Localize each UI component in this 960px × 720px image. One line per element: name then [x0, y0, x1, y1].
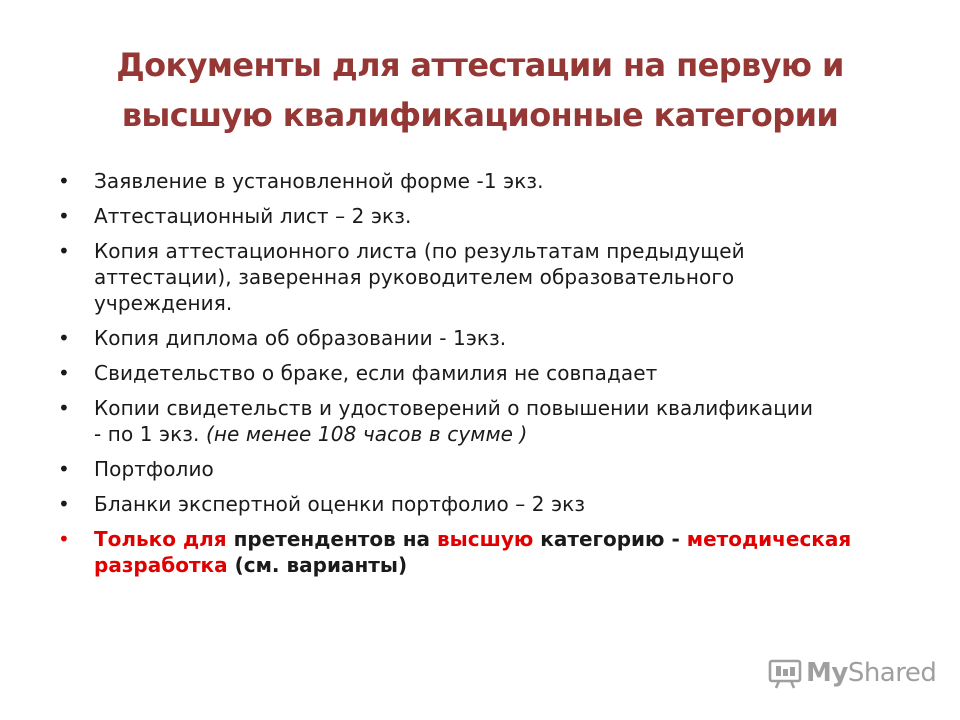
myshared-watermark — [768, 655, 936, 691]
bullet-icon: • — [58, 239, 70, 263]
highlight-line-2 — [94, 552, 938, 578]
title-line-2: высшую квалификационные категории — [121, 96, 839, 134]
item-text: Заявление в установленной форме -1 экз. — [94, 169, 544, 193]
item-note-italic: (не менее 108 часов в сумме ) — [205, 422, 528, 446]
item-text: Аттестационный лист – 2 экз. — [94, 204, 412, 228]
watermark-text — [806, 658, 936, 688]
highlight-red-text: Только для — [94, 527, 227, 551]
item-text-line-3: учреждения. — [94, 291, 233, 315]
highlight-text: категорию - — [533, 527, 687, 551]
presentation-board-icon — [768, 656, 802, 690]
bullet-icon: • — [58, 326, 70, 350]
highlight-text: претендентов на — [226, 527, 438, 551]
bullet-icon: • — [58, 204, 70, 228]
bullet-icon: • — [58, 492, 70, 516]
item-text: Копия диплома об образовании - 1экз. — [94, 326, 507, 350]
highlight-red-text: высшую — [437, 527, 534, 551]
bullet-icon: • — [58, 396, 70, 420]
document-list — [58, 168, 938, 587]
highlight-red-text: разработка — [94, 553, 228, 577]
list-item — [58, 395, 938, 447]
slide-title — [60, 40, 900, 140]
bullet-icon: • — [58, 457, 70, 481]
item-text-line-1: Копии свидетельств и удостоверений о повышении квалификации — [94, 396, 814, 420]
item-text: Свидетельство о браке, если фамилия не совпадает — [94, 361, 658, 385]
item-text: Бланки экспертной оценки портфолио – 2 экз — [94, 492, 586, 516]
title-line-1: Документы для аттестации на первую и — [116, 46, 844, 84]
bullet-icon: • — [58, 527, 70, 551]
list-item-highlight — [58, 526, 938, 578]
item-text: Портфолио — [94, 457, 214, 481]
list-item — [58, 238, 938, 316]
list-item — [58, 203, 938, 229]
list-item — [58, 456, 938, 482]
watermark-my: My — [806, 658, 848, 688]
highlight-line-1 — [94, 526, 938, 552]
list-item — [58, 491, 938, 517]
highlight-red-text: методическая — [686, 527, 852, 551]
watermark-shared: Shared — [847, 658, 937, 688]
bullet-icon: • — [58, 361, 70, 385]
highlight-text: (см. варианты) — [227, 553, 408, 577]
bullet-icon: • — [58, 169, 70, 193]
list-item — [58, 168, 938, 194]
list-item — [58, 360, 938, 386]
item-text-prefix: - по 1 экз. — [94, 422, 206, 446]
item-text-line-2: аттестации), заверенная руководителем образовательного — [94, 265, 735, 289]
item-text-line-1: Копия аттестационного листа (по результатам предыдущей — [94, 239, 745, 263]
list-item — [58, 325, 938, 351]
item-text-line-2 — [94, 421, 938, 447]
